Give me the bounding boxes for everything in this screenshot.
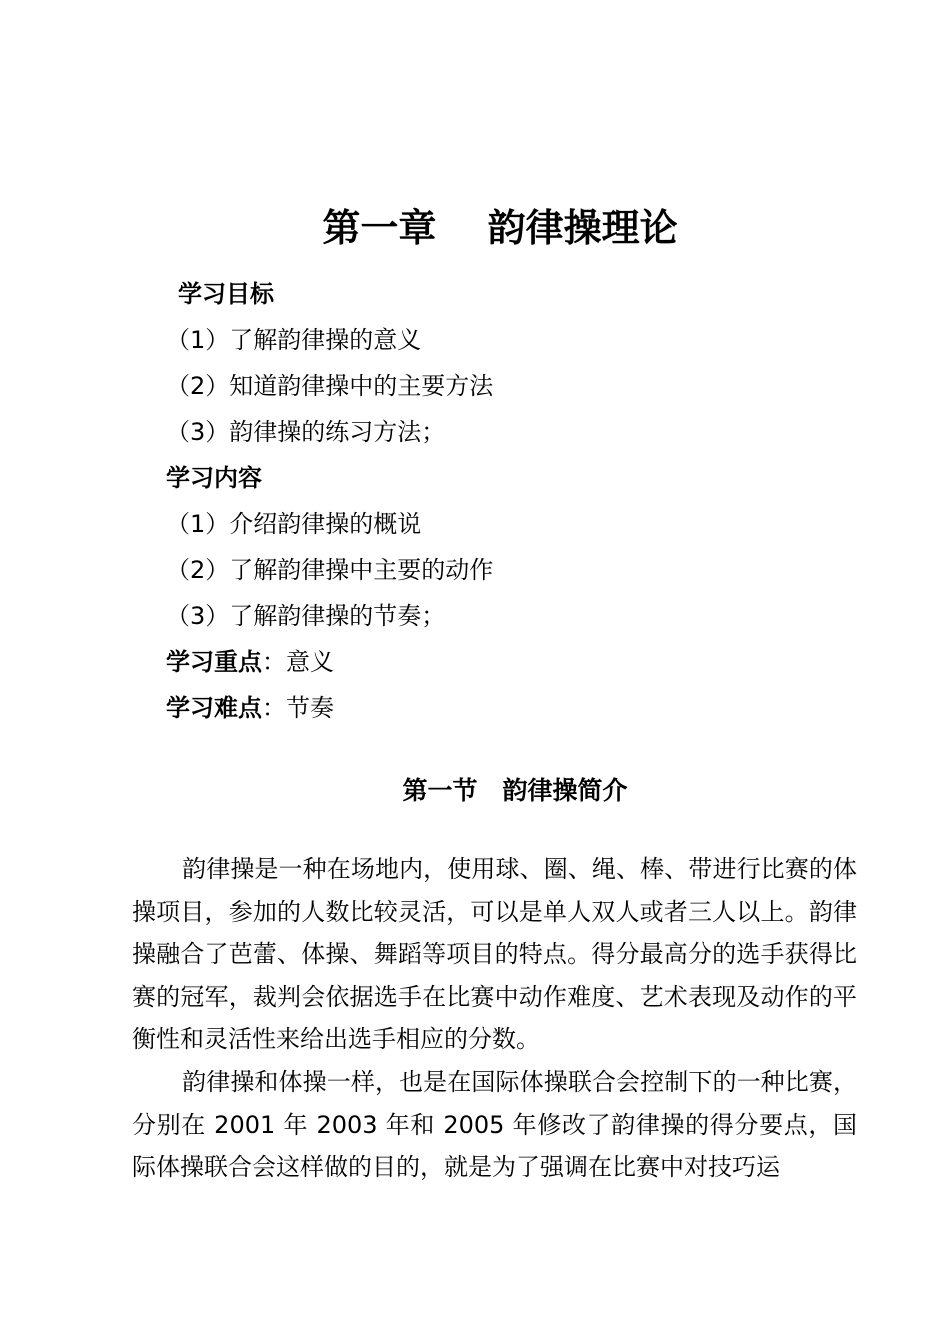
difficult-point-line [166, 692, 334, 724]
body-paragraph-1-text: 韵律操是一种在场地内，使用球、圈、绳、棒、带进行比赛的体操项目，参加的人数比较灵活，可以是单人双人或者三人以上。韵律操融合了芭蕾、体操、舞蹈等项目的特点。得分最高分的选手获得比赛的冠军，裁判会依据选手在比赛中动作难度、艺术表现及动作的平衡性和灵活性来给出选手相应的分数。 [132, 855, 857, 1053]
body-paragraph-1 [132, 848, 857, 1061]
objective-item-3: （3）韵律操的练习方法； [166, 418, 446, 446]
difficult-point-label: 学习难点 [166, 694, 262, 722]
key-point-line [166, 646, 334, 678]
body-paragraph-2-text: 韵律操和体操一样，也是在国际体操联合会控制下的一种比赛，分别在 2001 年 2003 年和 2005 年修改了韵律操的得分要点，国际体操联合会这样做的目的，就是为了强调在比赛中对技巧运 [132, 1068, 857, 1181]
objective-item-2: （2）知道韵律操中的主要方法 [166, 372, 494, 400]
content-heading: 学习内容 [166, 464, 262, 492]
section-title: 第一节 韵律操简介 [402, 776, 628, 805]
content-item-3: （3）了解韵律操的节奏； [166, 602, 446, 630]
objective-item-1: （1）了解韵律操的意义 [166, 326, 422, 354]
content-item-1: （1）介绍韵律操的概说 [166, 510, 422, 538]
content-item-2: （2）了解韵律操中主要的动作 [166, 556, 494, 584]
key-point-label: 学习重点 [166, 648, 262, 676]
difficult-point-value: ：节奏 [262, 694, 334, 722]
body-paragraph-2 [132, 1061, 857, 1189]
objectives-heading: 学习目标 [178, 280, 274, 308]
key-point-value: ：意义 [262, 648, 334, 676]
chapter-title: 第一章 韵律操理论 [322, 206, 678, 250]
